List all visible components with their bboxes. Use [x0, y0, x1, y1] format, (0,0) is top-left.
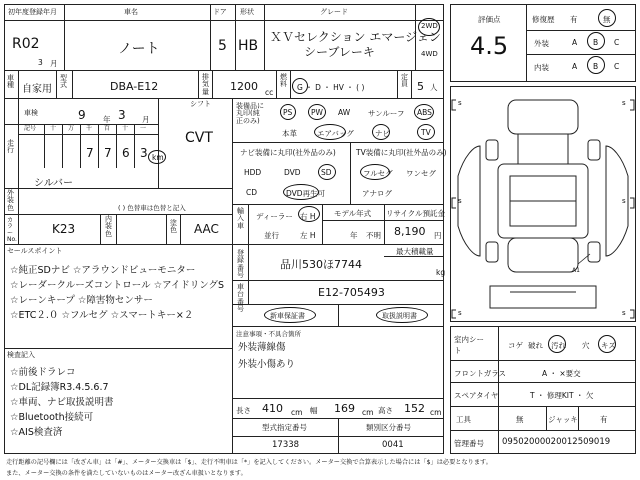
equip-aw: AW: [338, 108, 351, 117]
bracket-s: s: [622, 99, 626, 107]
import-dealer: ディーラー: [256, 212, 293, 221]
import-label: 輸入車: [237, 207, 244, 230]
tv-fullseg: フルセグ: [363, 169, 393, 178]
warranty-label: 新車保証書: [270, 312, 305, 320]
footer-note-2: また、メーター交換の条件を満たしていないものはメーター改ざん車扱いとなります。: [6, 470, 247, 477]
grade-line-1: ＸＶセレクション エマージェン: [270, 30, 441, 44]
exterior-grade-c: C: [614, 38, 620, 47]
model-label: 型式: [60, 74, 67, 90]
equip-sunroof: サンルーフ: [368, 109, 405, 118]
inspector-note-1: 外装薄線傷: [238, 342, 286, 353]
color-no: K23: [52, 222, 76, 236]
shift-type: CVT: [185, 130, 213, 146]
overall-score: 4.5: [470, 32, 509, 60]
type-no-label: 型式指定番号: [262, 423, 307, 432]
entry-notes-label: 検査記入: [7, 351, 35, 359]
car-damage-diagram: [450, 86, 636, 322]
manual-label: 取扱説明書: [382, 312, 417, 320]
drive-2wd: 2WD: [421, 22, 438, 30]
bracket-s: s: [458, 309, 462, 317]
import-right: 右 H: [300, 212, 316, 221]
entry-note-5: ☆AIS検査済: [10, 427, 63, 438]
interior-grade-c: C: [614, 62, 620, 71]
displacement: 1200: [230, 80, 258, 93]
tools-label: 工具: [456, 415, 471, 424]
bracket-s: s: [458, 197, 462, 205]
tv-oneseg: ワンセグ: [406, 169, 436, 178]
equip-tv: TV: [421, 128, 431, 137]
chassis-label: 車台番号: [237, 283, 244, 314]
equip-leather: 本革: [282, 129, 297, 138]
tv-label: TV装備に丸印(社外品のみ): [356, 148, 447, 157]
entry-note-1: ☆前後ドラレコ: [10, 367, 76, 378]
height-label: 高さ: [378, 406, 393, 415]
length-unit: cm: [291, 408, 303, 417]
max-load-unit: kg: [436, 268, 446, 277]
vehicle-use: 自家用: [22, 84, 52, 95]
shift-label: シフト: [190, 100, 211, 108]
equip-ps: PS: [283, 108, 293, 117]
mileage-digit-10: 6: [122, 146, 130, 160]
class-no-label: 類別区分番号: [366, 423, 411, 432]
equip-abs: ABS: [417, 108, 432, 117]
mileage-header-10k: 万: [68, 125, 75, 132]
width-unit: cm: [362, 408, 374, 417]
control-no-label: 管理番号: [454, 439, 484, 448]
inspector-notes-label: 注意事項・不具合箇所: [236, 330, 301, 338]
capacity-unit: 人: [430, 83, 438, 92]
interior-grade-a: A: [572, 62, 578, 71]
import-left: 左 H: [300, 231, 316, 240]
grade-line-2: シーブレーキ: [304, 45, 375, 59]
mileage-digit-1: 3: [140, 146, 148, 160]
recycle-label: リサイクル預託金: [386, 209, 445, 218]
windshield-options: A ・ ×要交: [542, 369, 581, 378]
score-label: 評価点: [478, 15, 501, 24]
model-year-label: モデル年式: [334, 209, 372, 218]
seat-tear: 破れ: [528, 341, 543, 350]
mileage-digit-100: 7: [104, 146, 112, 160]
navi-hdd: HDD: [244, 168, 262, 177]
sales-point-2: ☆レーダークルーズコントロール ☆アイドリングS: [10, 280, 225, 291]
door-count: 5: [218, 38, 227, 54]
displacement-label: 排気量: [202, 73, 209, 96]
spare-tire-label: スペアタイヤ: [454, 391, 499, 400]
entry-note-2: ☆DL記録簿R3.4.5.6.7: [10, 382, 109, 393]
plate-number: 品川530ほ7744: [280, 258, 362, 271]
capacity: 5: [417, 80, 424, 93]
cc-unit: cc: [265, 88, 274, 97]
reg-month-unit: 月: [50, 59, 58, 68]
mileage-header-100k: 十: [50, 125, 57, 132]
mileage-header-1k: 千: [86, 125, 93, 132]
exterior-label: 外装色: [7, 189, 14, 212]
sales-point-3: ☆レーンキープ ☆障害物センサー: [10, 295, 153, 306]
exterior-grade-label: 外装: [534, 39, 549, 48]
mileage-header-100: 百: [104, 125, 111, 132]
grade-label: グレード: [320, 8, 348, 16]
sales-point-1: ☆純正SDナビ ☆アラウンドビューモニター: [10, 265, 196, 276]
interior-grade-b: B: [593, 62, 599, 71]
length-label: 長さ: [236, 406, 251, 415]
bracket-s: s: [622, 309, 626, 317]
windshield-label: フロントガラス: [454, 369, 507, 378]
equipment-label: 装備品に丸印(純正のみ): [236, 102, 264, 125]
entry-note-3: ☆車両、ナビ取扱説明書: [10, 397, 114, 408]
door-label: ドア: [213, 8, 227, 16]
spare-tire-options: T ・ 修理KIT ・ 欠: [530, 391, 594, 400]
inspection-month: 3: [118, 108, 126, 122]
model-year-unit: 年: [350, 231, 358, 240]
navi-label: ナビ装備に丸印(社外品のみ): [240, 148, 336, 157]
mileage-digit-1k: 7: [86, 146, 94, 160]
km-unit: km: [152, 153, 164, 162]
navi-dvd-play: DVD再生可: [286, 189, 326, 198]
bracket-s: s: [622, 197, 626, 205]
bracket-s: s: [458, 99, 462, 107]
seat-scratch: キズ: [601, 341, 616, 350]
exterior-grade-a: A: [572, 38, 578, 47]
interior-color-label: 内装色: [105, 215, 112, 238]
length: 410: [262, 402, 283, 415]
car-name: ノート: [118, 41, 160, 57]
category-label: 車種: [7, 74, 14, 90]
body-shape: HB: [238, 38, 259, 54]
entry-note-4: ☆Bluetooth接続可: [10, 412, 94, 423]
damage-legend-a1: A1: [572, 267, 580, 274]
equip-airbag: エアバッグ: [317, 129, 354, 138]
height-unit: cm: [430, 408, 442, 417]
height: 152: [404, 402, 425, 415]
equip-navi: ナビ: [375, 129, 390, 138]
inspection-year: 9: [78, 108, 86, 122]
repaint-note: ( ) 色替車は色替と記入: [118, 204, 186, 212]
class-no: 0041: [382, 440, 404, 450]
import-parallel: 並行: [264, 231, 279, 240]
type-no: 17338: [272, 440, 300, 450]
navi-dvd: DVD: [284, 168, 301, 177]
inspector-note-2: 外装小傷あり: [238, 359, 296, 370]
repair-no: 無: [603, 15, 611, 24]
repair-label: 修復歴: [532, 15, 555, 24]
mileage-label: 走行: [7, 139, 14, 155]
inspection-label: 車検: [24, 109, 38, 117]
repair-yes: 有: [570, 15, 578, 24]
plate-label: 登録番号: [237, 249, 244, 280]
control-no: 09502000020012509019: [502, 437, 611, 447]
fuel-options: G ・ D ・ HV ・ ( ): [297, 83, 365, 92]
reg-year: R02: [12, 36, 40, 52]
seat-stain: 汚れ: [551, 341, 566, 350]
equip-pw: PW: [311, 108, 323, 117]
max-load-label: 最大積載量: [396, 247, 434, 256]
width-label: 幅: [310, 406, 318, 415]
mileage-header-1: 一: [140, 125, 147, 132]
inspection-month-unit: 月: [142, 115, 150, 124]
seat-hole: 穴: [582, 341, 590, 350]
color-no-label: カラーNo.: [7, 217, 17, 243]
interior-sheet-label: 室内シート: [454, 335, 484, 355]
recycle-unit: 円: [434, 231, 442, 240]
exterior-color: シルバー: [34, 178, 74, 189]
fuel-label: 燃料: [280, 73, 287, 89]
interior-grade-label: 内装: [534, 63, 549, 72]
reg-year-label: 初年度登録年月: [8, 8, 57, 16]
car-name-label: 車名: [124, 8, 138, 16]
reg-month: 3: [38, 58, 43, 67]
inspection-year-unit: 年: [103, 115, 111, 124]
tools-value: 無: [516, 415, 524, 424]
mileage-header-symbol: 記号: [24, 125, 37, 132]
jack-value: 有: [600, 415, 608, 424]
exterior-grade-b: B: [593, 38, 599, 47]
paint-code: AAC: [194, 222, 219, 236]
recycle-amount: 8,190: [394, 225, 426, 238]
navi-sd: SD: [321, 168, 332, 177]
drive-4wd: 4WD: [421, 50, 438, 58]
navi-cd: CD: [246, 188, 258, 197]
width: 169: [334, 402, 355, 415]
sales-points-label: セールスポイント: [7, 247, 63, 255]
seat-burn: コゲ: [508, 341, 523, 350]
mileage-header-10: 十: [122, 125, 129, 132]
chassis-number: E12-705493: [318, 286, 385, 299]
model-code: DBA-E12: [110, 80, 159, 93]
jack-label: ジャッキ: [548, 415, 578, 424]
sales-point-4: ☆ETC２.０ ☆フルセグ ☆スマートキー×２: [10, 310, 194, 321]
capacity-label: 定員: [401, 73, 408, 89]
shape-label: 形状: [240, 8, 254, 16]
footer-note-1: 走行距離の記号欄には「改ざん車」は「#」、メーター交換車は「$」、走行不明車は「*」を記入してください。メーター交換で合算表示した場合には「$」は必要となります。: [6, 459, 492, 466]
tv-analog: アナログ: [362, 189, 392, 198]
paint-label: 塗色: [170, 219, 177, 235]
model-year-unknown: 不明: [366, 231, 381, 240]
